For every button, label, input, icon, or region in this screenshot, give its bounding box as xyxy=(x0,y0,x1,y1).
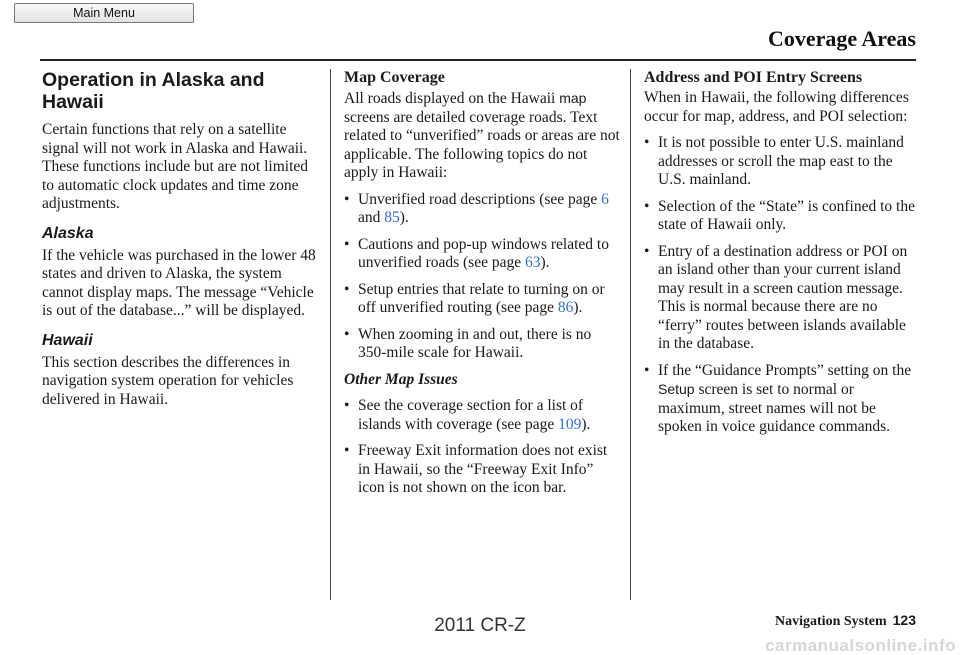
list-text: Setup entries that relate to turning on or off unverified routing (see page xyxy=(358,280,605,316)
list-item xyxy=(344,281,620,318)
list-text: screen is set to normal or maximum, street names will not be spoken in voice guidance commands. xyxy=(658,381,891,435)
heading-line-1: Operation in Alaska and xyxy=(42,69,265,91)
hawaii-paragraph: This section describes the differences in navigation system operation for vehicles delivered in Hawaii. xyxy=(42,353,294,408)
alaska-heading: Alaska xyxy=(42,224,94,242)
address-poi-intro: When in Hawaii, the following differences occur for map, address, and POI selection: xyxy=(644,89,909,125)
list-item xyxy=(344,397,620,434)
column-alaska-hawaii xyxy=(42,69,322,409)
map-keyword: map xyxy=(559,90,587,106)
map-coverage-intro xyxy=(344,89,620,183)
other-map-issues-heading: Other Map Issues xyxy=(344,370,458,388)
address-poi-heading: Address and POI Entry Screens xyxy=(644,69,863,86)
page-title: Coverage Areas xyxy=(767,26,916,51)
page-link-109[interactable]: 109 xyxy=(558,415,582,433)
page-link-63[interactable]: 63 xyxy=(524,254,541,271)
intro-text-a: All roads displayed on the Hawaii xyxy=(344,90,560,107)
list-text: and xyxy=(358,209,385,226)
alaska-paragraph: If the vehicle was purchased in the lower 48 states and driven to Alaska, the system cannot display maps. The message “Vehicle is out of the database...” will be displayed. xyxy=(42,246,316,319)
address-poi-list xyxy=(644,134,920,437)
page-link-85[interactable]: 85 xyxy=(384,209,400,226)
list-text: ). xyxy=(540,254,550,271)
list-text: Unverified road descriptions (see page xyxy=(358,190,602,208)
list-text: ). xyxy=(573,299,583,316)
list-item: • Entry of a destination address or POI on an island other than your current island may result in a screen caution message. This is normal because there are no “ferry” routes between islands available in the database. xyxy=(644,243,920,354)
column-map-coverage xyxy=(344,69,620,506)
list-text: If the “Guidance Prompts” setting on the xyxy=(658,361,912,379)
map-coverage-heading: Map Coverage xyxy=(344,69,445,86)
map-coverage-list xyxy=(344,191,620,363)
list-item: • When zooming in and out, there is no 350-mile scale for Hawaii. xyxy=(344,326,620,363)
watermark-logo: carmanualsonline.info xyxy=(765,636,956,655)
list-text: Cautions and pop-up windows related to unverified roads (see page xyxy=(358,235,609,271)
heading-line-2: Hawaii xyxy=(42,91,104,113)
page-number: 123 xyxy=(892,612,916,628)
list-item: • Selection of the “State” is confined to the state of Hawaii only. xyxy=(644,198,920,235)
intro-paragraph: Certain functions that rely on a satellite signal will not work in Alaska and Hawaii. These functions include but are not limited to automatic clock updates and time zone adjustments. xyxy=(42,121,309,212)
list-text: See the coverage section for a list of islands with coverage (see page xyxy=(358,397,584,433)
header-divider xyxy=(40,59,916,61)
list-item: • It is not possible to enter U.S. mainland addresses or scroll the map east to the U.S. mainland. xyxy=(644,134,920,190)
system-label: Navigation System xyxy=(775,614,887,629)
list-item: • Freeway Exit information does not exist in Hawaii, so the “Freeway Exit Info” icon is not shown on the icon bar. xyxy=(344,442,620,498)
list-text: ). xyxy=(581,415,591,433)
section-heading-operation xyxy=(42,69,322,113)
page-footer xyxy=(775,612,916,630)
column-divider-1 xyxy=(330,69,331,600)
column-address-poi xyxy=(644,69,920,445)
list-text: ). xyxy=(399,209,409,226)
main-menu-button[interactable]: Main Menu xyxy=(14,3,194,23)
vehicle-model-label: 2011 CR-Z xyxy=(434,615,526,636)
other-issues-list xyxy=(344,397,620,498)
page-link-86[interactable]: 86 xyxy=(557,299,574,316)
list-item xyxy=(344,236,620,273)
page-link-6[interactable]: 6 xyxy=(601,190,609,208)
hawaii-heading: Hawaii xyxy=(42,331,93,349)
intro-text-b: screens are detailed coverage roads. Text related to “unverified” roads or areas are not applicable. The following topics do not apply in Hawaii: xyxy=(344,108,620,181)
column-divider-2 xyxy=(630,69,631,600)
setup-keyword: Setup xyxy=(658,381,695,397)
list-item xyxy=(644,362,920,437)
list-item xyxy=(344,191,620,228)
